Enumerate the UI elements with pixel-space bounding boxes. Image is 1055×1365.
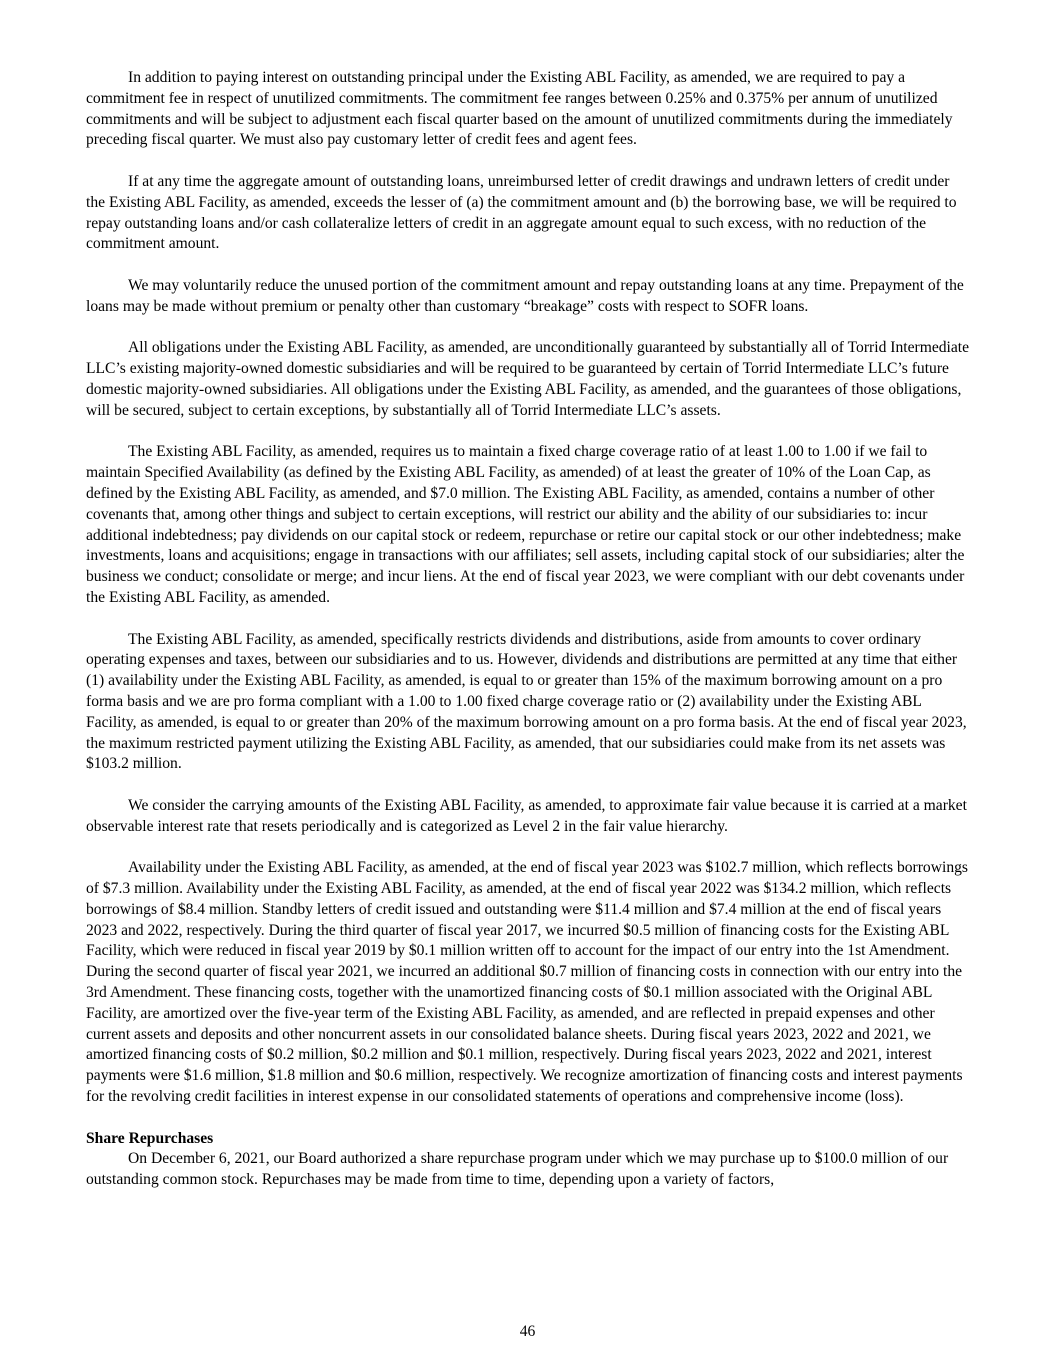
- paragraph-borrowing-base: If at any time the aggregate amount of outstanding loans, unreimbursed letter of credit drawings and undrawn letters of credit under the Existing ABL Facility, as amended, exceeds the lesser of (a) the commitment amount and (b) the borrowing base, we will be required to repay outstanding loans and/or cash collateralize letters of credit in an aggregate amount equal to such excess, with no reduction of the commitment amount.: [86, 172, 957, 253]
- document-page: [86, 68, 970, 1191]
- paragraph-dividend-restrictions: The Existing ABL Facility, as amended, specifically restricts dividends and distributions, aside from amounts to cover ordinary operating expenses and taxes, between our subsidiaries and to us. However, dividends and distributions are permitted at any time that either (1) availability under the Existing ABL Facility, as amended, is equal to or greater than 15% of the maximum borrowing amount on a pro forma basis and we are pro forma compliant with a 1.00 to 1.00 fixed charge coverage ratio or (2) availability under the Existing ABL Facility, as amended, is equal to or greater than 20% of the maximum borrowing amount on a pro forma basis. At the end of fiscal year 2023, the maximum restricted payment utilizing the Existing ABL Facility, as amended, that our subsidiaries could make from its net assets was $103.2 million.: [86, 630, 967, 773]
- paragraph-covenants: The Existing ABL Facility, as amended, requires us to maintain a fixed charge coverage ratio of at least 1.00 to 1.00 if we fail to maintain Specified Availability (as defined by the Existing ABL Facility, as amended) of at least the greater of 10% of the Loan Cap, as defined by the Existing ABL Facility, as amended, and $7.0 million. The Existing ABL Facility, as amended, contains a number of other covenants that, among other things and subject to certain exceptions, will restrict our ability and the ability of our subsidiaries to: incur additional indebtedness; pay dividends on our capital stock or redeem, repurchase or retire our capital stock or our other indebtedness; make investments, loans and acquisitions; engage in transactions with our affiliates; sell assets, including capital stock of our subsidiaries; alter the business we conduct; consolidate or merge; and incur liens. At the end of fiscal year 2023, we were compliant with our debt covenants under the Existing ABL Facility, as amended.: [86, 443, 965, 606]
- paragraph-guarantees: All obligations under the Existing ABL Facility, as amended, are unconditionally guaranteed by substantially all of Torrid Intermediate LLC’s existing majority-owned domestic subsidiaries and will be required to be guaranteed by certain of Torrid Intermediate LLC’s future domestic majority-owned subsidiaries. All obligations under the Existing ABL Facility, as amended, and the guarantees of those obligations, will be secured, subject to certain exceptions, by substantially all of Torrid Intermediate LLC’s assets.: [86, 339, 970, 419]
- page-number: 46: [519, 1323, 536, 1340]
- section-heading-share-repurchases: Share Repurchases: [86, 1129, 214, 1147]
- paragraph-share-repurchase-program: On December 6, 2021, our Board authorized a share repurchase program under which we may purchase up to $100.0 million of our outstanding common stock. Repurchases may be made from time to time, depending upon a variety of factors,: [86, 1150, 949, 1189]
- paragraph-voluntary-reduction: We may voluntarily reduce the unused portion of the commitment amount and repay outstanding loans at any time. Prepayment of the loans may be made without premium or penalty other than customary “breakage” costs with respect to SOFR loans.: [86, 276, 964, 315]
- paragraph-commitment-fee: In addition to paying interest on outstanding principal under the Existing ABL Facility, as amended, we are required to pay a commitment fee in respect of unutilized commitments. The commitment fee ranges between 0.25% and 0.375% per annum of unutilized commitments and will be subject to adjustment each fiscal quarter based on the amount of unutilized commitments during the immediately preceding fiscal quarter. We must also pay customary letter of credit fees and agent fees.: [86, 69, 953, 149]
- paragraph-availability: Availability under the Existing ABL Facility, as amended, at the end of fiscal year 2023 was $102.7 million, which reflects borrowings of $7.3 million. Availability under the Existing ABL Facility, as amended, at the end of fiscal year 2022 was $134.2 million, which reflects borrowings of $8.4 million. Standby letters of credit issued and outstanding were $11.4 million and $7.4 million at the end of fiscal years 2023 and 2022, respectively. During the third quarter of fiscal year 2017, we incurred $0.5 million of financing costs for the Existing ABL Facility, which were reduced in fiscal year 2019 by $0.1 million written off to account for the impact of our entry into the 1st Amendment. During the second quarter of fiscal year 2021, we incurred an additional $0.7 million of financing costs in connection with our entry into the 3rd Amendment. These financing costs, together with the unamortized financing costs of $0.1 million associated with the Original ABL Facility, are amortized over the five-year term of the Existing ABL Facility, as amended, and are reflected in prepaid expenses and other current assets and deposits and other noncurrent assets in our consolidated balance sheets. During fiscal years 2023, 2022 and 2021, we amortized financing costs of $0.2 million, $0.2 million and $0.1 million, respectively. During fiscal years 2023, 2022 and 2021, interest payments were $1.6 million, $1.8 million and $0.6 million, respectively. We recognize amortization of financing costs and interest payments for the revolving credit facilities in interest expense in our consolidated statements of operations and comprehensive income (loss).: [86, 859, 968, 1106]
- paragraph-fair-value: We consider the carrying amounts of the Existing ABL Facility, as amended, to approximate fair value because it is carried at a market observable interest rate that resets periodically and is categorized as Level 2 in the fair value hierarchy.: [86, 796, 967, 835]
